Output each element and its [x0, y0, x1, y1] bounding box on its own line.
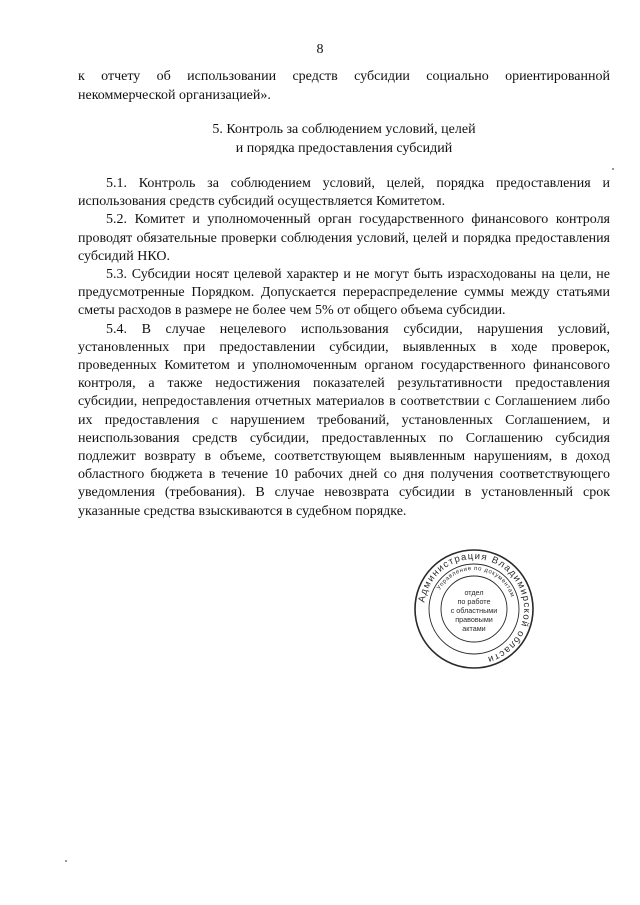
paragraph-5-2: 5.2. Комитет и уполномоченный орган государственного финансового контроля проводят обязательные проверки соблюдения условий, целей и порядка предоставления субсидий НКО.	[78, 212, 610, 264]
stamp-center-line-5: актами	[462, 624, 486, 633]
paragraph-5-1: 5.1. Контроль за соблюдением условий, целей, порядка предоставления и использования средств субсидий осуществляется Комитетом.	[78, 176, 610, 210]
scan-speck	[65, 860, 67, 862]
paragraph-5-3: 5.3. Субсидии носят целевой характер и не могут быть израсходованы на цели, не предусмотренные Порядком. Допускается перераспределение суммы между статьями сметы расходов в размере не более чем 5% от общего объема субсидии.	[78, 267, 610, 319]
page-number: 8	[316, 42, 324, 57]
stamp-center-line-4: правовыми	[455, 615, 493, 624]
section-body	[78, 175, 610, 521]
stamp-center-line-2: по работе	[457, 597, 491, 606]
stamp-center-line-3: с областными	[450, 606, 498, 615]
stamp-outer-text: Администрация Владимирской области	[416, 550, 533, 666]
stamp-center-line-1: отдел	[464, 588, 484, 597]
section-heading-line-1: 5. Контроль за соблюдением условий, целей	[212, 122, 476, 137]
intro-text: к отчету об использовании средств субсидии социально ориентированной некоммерческой организацией».	[78, 69, 610, 103]
section-heading-line-2: и порядка предоставления субсидий	[235, 141, 453, 156]
section-heading	[78, 120, 610, 158]
paragraph-5-4: 5.4. В случае нецелевого использования субсидии, нарушения условий, установленных при предоставлении субсидии, выявленных в ходе проверок, проведенных Комитетом и уполномоченным органом государственного финансового контроля, а также недостижения показателей результативности предоставления субсидии, непредоставления отчетных материалов в соответствии с Соглашением либо их предоставления с нарушением требований, установленных Соглашением, и неиспользования средств субсидии, предоставленных по Соглашению субсидия подлежит возврату в объеме, соответствующем выявленным нарушениям, в доход областного бюджета в течение 10 рабочих дней со дня получения соответствующего уведомления (требования). В случае невозврата субсидии в установленный срок указанные средства взыскиваются в судебном порядке.	[78, 321, 610, 519]
official-stamp	[413, 548, 535, 670]
stamp-inner-text: Управление по документам	[436, 565, 516, 599]
scan-speck	[612, 168, 614, 170]
stamp-graphic	[413, 548, 535, 670]
